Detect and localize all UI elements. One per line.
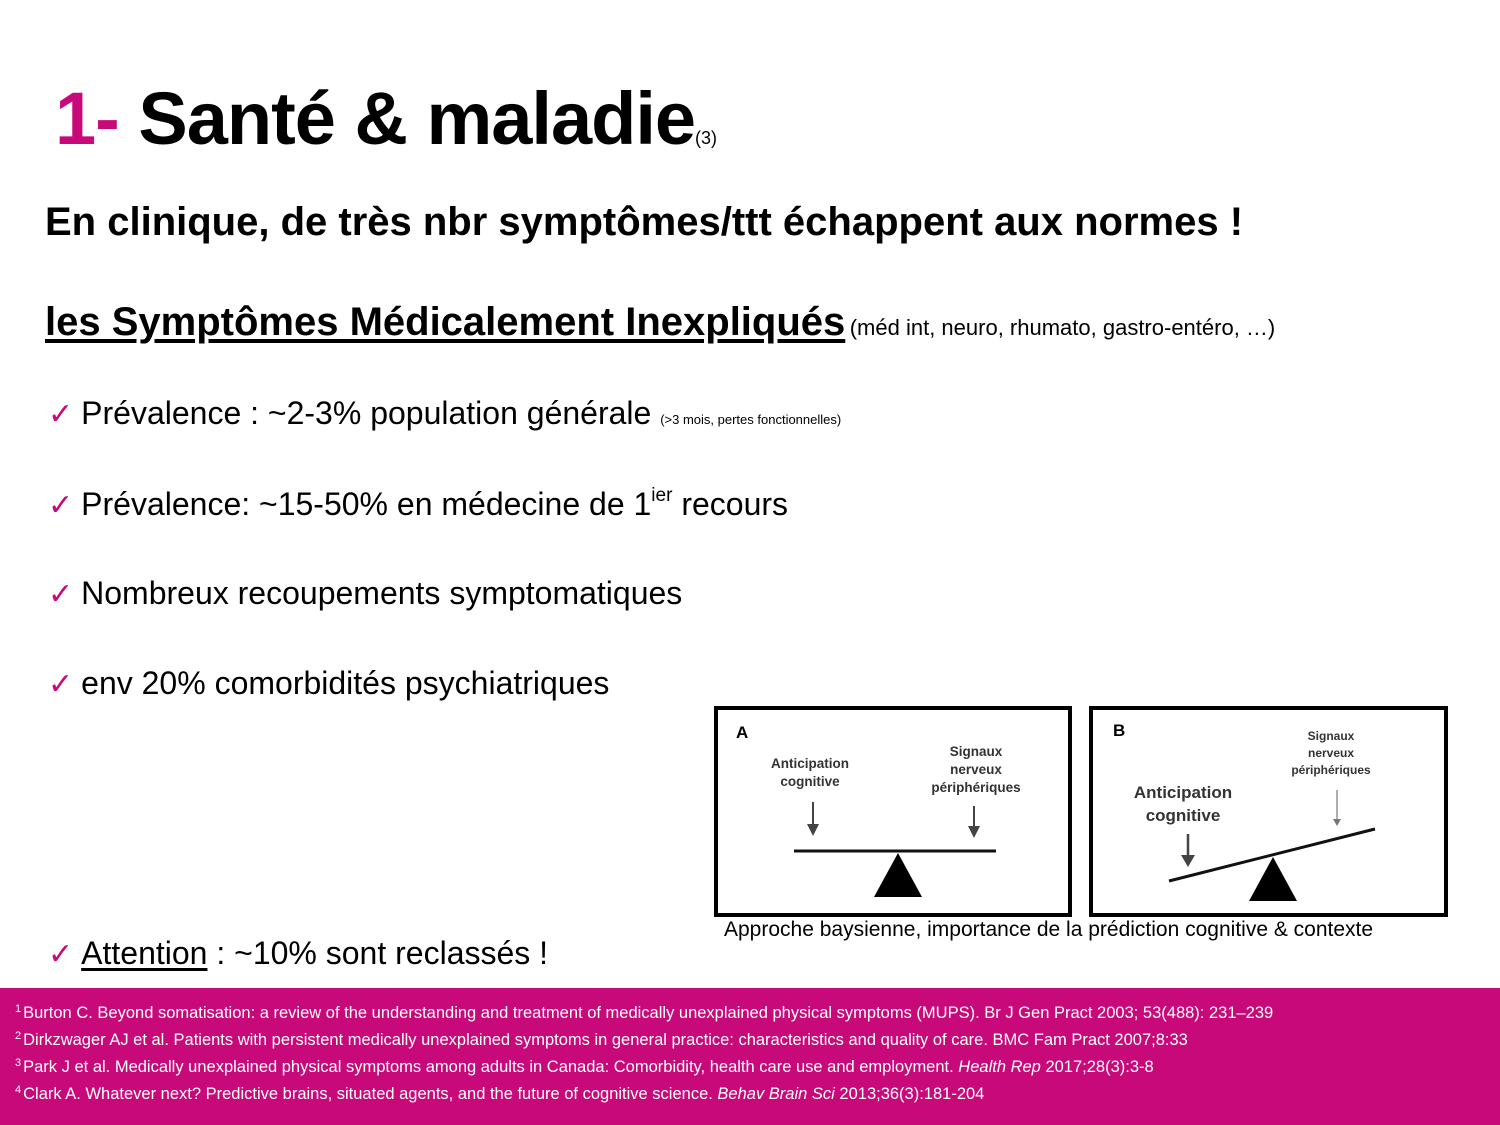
balance-diagram-b (1093, 710, 1444, 913)
check-icon: ✓ (48, 489, 74, 522)
bullet-text: env 20% comorbidités psychiatriques (81, 665, 610, 701)
left-label-line: Anticipation (1133, 783, 1233, 802)
left-label-line: Anticipation (771, 756, 849, 771)
bullet-item (48, 936, 548, 971)
figure-panel-b (1089, 706, 1448, 917)
figure-caption: Approche baysienne, importance de la prédiction cognitive & contexte (724, 918, 1374, 941)
arrow-down-icon (807, 802, 819, 836)
check-icon: ✓ (48, 668, 74, 701)
right-label-line: nerveux (1307, 746, 1355, 760)
reference-number: 3 (15, 1057, 22, 1069)
subtitle: En clinique, de très nbr symptômes/ttt échappent aux normes ! (45, 200, 1244, 244)
bullet-item (48, 576, 682, 611)
bullet-text: Nombreux recoupements symptomatiques (81, 575, 683, 611)
reference-number: 1 (15, 1003, 22, 1015)
reference-text: Park J et al. Medically unexplained physical symptoms among adults in Canada: Comorbidity, health care use and employment. (23, 1058, 959, 1076)
balance-diagram-a (718, 710, 1068, 913)
section-heading: les Symptômes Médicalement Inexpliqués (45, 300, 846, 344)
figure-panel-a (714, 706, 1072, 917)
section-note: (méd int, neuro, rhumato, gastro-entéro, …) (849, 315, 1276, 340)
reference-tail: 2013;36(3):181-204 (834, 1085, 985, 1103)
panel-label: A (736, 723, 749, 742)
reference-text: Dirkzwager AJ et al. Patients with persistent medically unexplained symptoms in general practice: characteristics and quality of care. BMC Fam Pract 2007;8:33 (23, 1031, 1188, 1049)
fulcrum (874, 853, 922, 897)
references-footer (0, 988, 1500, 1125)
reference-item (15, 1025, 1485, 1052)
title-number: 1- (55, 77, 119, 160)
bullet-item (48, 666, 609, 701)
reference-number: 4 (15, 1084, 22, 1096)
reference-item (15, 998, 1485, 1025)
reference-item (15, 1052, 1485, 1079)
right-label-line: nerveux (950, 762, 1002, 777)
right-label-line: périphériques (931, 780, 1021, 795)
bullet-suffix: recours (672, 486, 789, 522)
reference-journal: Health Rep (958, 1058, 1041, 1076)
reference-text: Burton C. Beyond somatisation: a review of the understanding and treatment of medically unexplained physical symptoms (MUPS). Br J Gen Pract 2003; 53(488): 231–239 (23, 1004, 1274, 1022)
bullet-note: (>3 mois, pertes fonctionnelles) (660, 412, 842, 427)
right-label-line: Signaux (1307, 729, 1355, 743)
reference-number: 2 (15, 1030, 22, 1042)
arrow-down-icon (1181, 834, 1195, 867)
title-reference: (3) (695, 128, 718, 148)
arrow-down-icon (968, 806, 980, 838)
check-icon: ✓ (48, 578, 74, 611)
reference-journal: Behav Brain Sci (717, 1085, 835, 1103)
bullet-text: : ~10% sont reclassés ! (207, 935, 549, 971)
bullet-item (48, 396, 841, 431)
slide-title (55, 77, 718, 160)
bullet-text: Prévalence: ~15-50% en médecine de 1 (81, 486, 652, 522)
right-label-line: périphériques (1291, 763, 1371, 777)
right-label-line: Signaux (949, 744, 1003, 759)
reference-text: Clark A. Whatever next? Predictive brains, situated agents, and the future of cognitive science. (23, 1085, 718, 1103)
left-label-line: cognitive (780, 774, 840, 789)
reference-item (15, 1079, 1485, 1106)
fulcrum (1249, 857, 1297, 901)
bullet-text: Prévalence : ~2-3% population générale (81, 395, 652, 431)
title-text: Santé & maladie (138, 77, 696, 160)
reference-tail: 2017;28(3):3-8 (1040, 1058, 1154, 1076)
check-icon: ✓ (48, 938, 74, 971)
bullet-item (48, 486, 788, 522)
section-heading-row (45, 300, 1275, 344)
bullet-superscript: ier (651, 485, 673, 506)
left-label-line: cognitive (1145, 806, 1221, 825)
check-icon: ✓ (48, 398, 74, 431)
panel-label: B (1113, 721, 1126, 740)
bullet-underlined: Attention (81, 935, 208, 971)
arrow-down-icon (1333, 790, 1341, 826)
